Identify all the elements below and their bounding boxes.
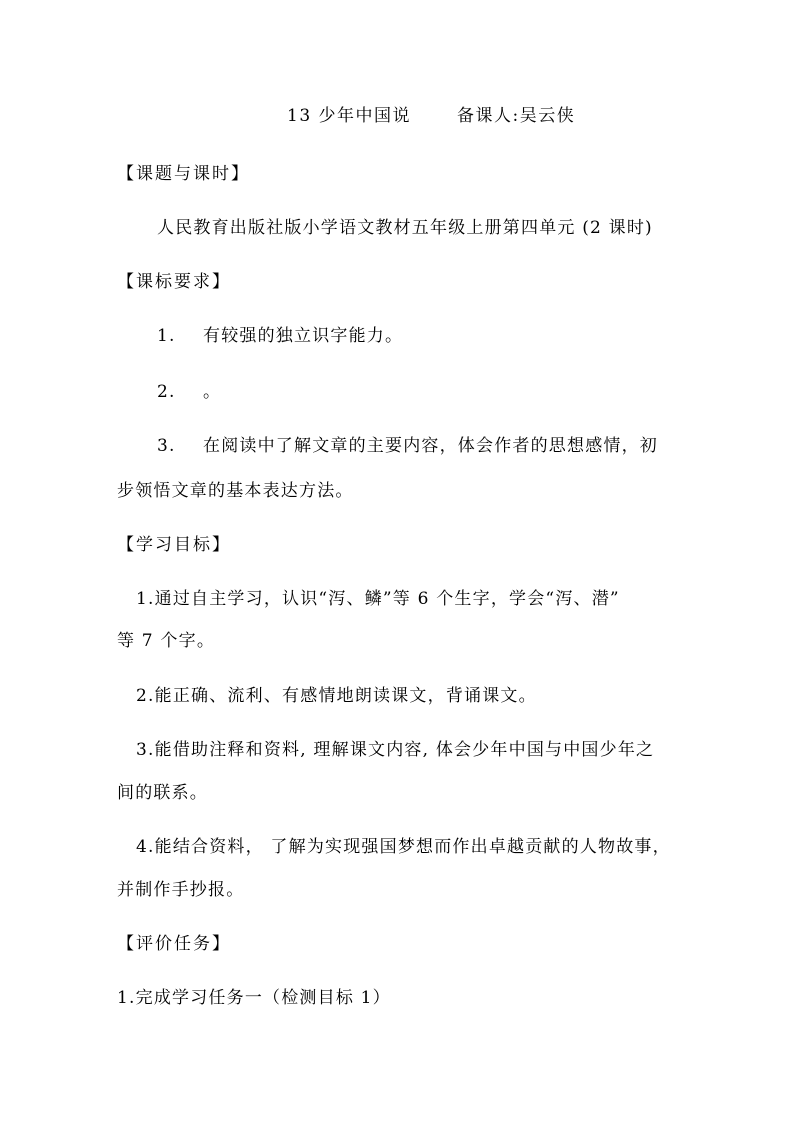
- goal-item-1: 1.通过自主学习，认识“泻、鳞”等 6 个生字，学会“泻、潜”: [136, 589, 620, 609]
- standard-item-text: 在阅读中了解文章的主要内容，体会作者的思想感情，初: [203, 436, 658, 456]
- heading-goals: 【学习目标】: [117, 535, 231, 555]
- goal-item-2: 2.能正确、流利、有感情地朗读课文，背诵课文。: [136, 686, 537, 706]
- standard-item-number: 3.: [157, 436, 176, 456]
- heading-standards: 【课标要求】: [117, 272, 231, 292]
- standard-item-text: 。: [203, 382, 222, 402]
- standard-item-number: 2.: [157, 382, 176, 402]
- assessment-item-1: 1.完成学习任务一（检测目标 1）: [117, 988, 391, 1008]
- lesson-title: 13 少年中国说: [287, 106, 412, 126]
- document-title-line: [287, 106, 575, 126]
- lesson-author: 备课人:吴云侠: [457, 106, 576, 126]
- goal-item-1-continued: 等 7 个字。: [117, 631, 216, 651]
- standard-item-3: [157, 436, 658, 456]
- standard-item-3-continued: 步领悟文章的基本表达方法。: [117, 481, 354, 501]
- heading-assessment: 【评价任务】: [117, 934, 231, 954]
- goal-item-3-continued: 间的联系。: [117, 783, 208, 803]
- topic-text: 人民教育出版社版小学语文教材五年级上册第四单元 (2 课时): [157, 218, 653, 238]
- goal-item-4-continued: 并制作手抄报。: [117, 880, 245, 900]
- standard-item-text: 有较强的独立识字能力。: [203, 326, 404, 346]
- heading-topic: 【课题与课时】: [117, 164, 250, 184]
- standard-item-2: [157, 382, 221, 402]
- goal-item-4: 4.能结合资料， 了解为实现强国梦想而作出卓越贡献的人物故事，: [136, 837, 671, 857]
- standard-item-1: [157, 326, 403, 346]
- goal-item-3: 3.能借助注释和资料, 理解课文内容, 体会少年中国与中国少年之: [136, 740, 655, 760]
- standard-item-number: 1.: [157, 326, 176, 346]
